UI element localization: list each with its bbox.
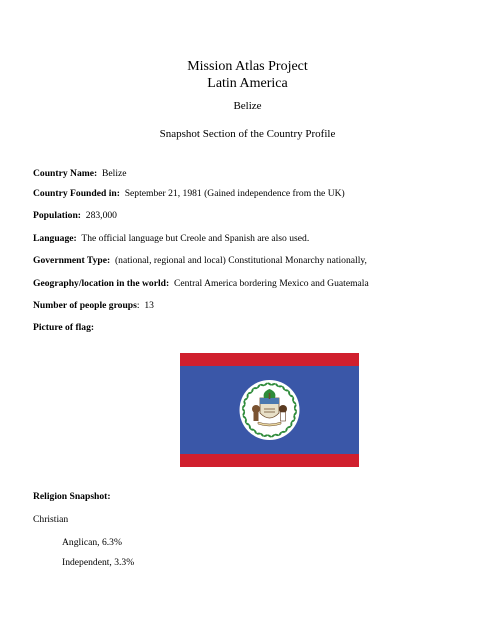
founded-line	[33, 188, 345, 199]
country-name-value: Belize	[102, 168, 127, 179]
geography-value: Central America bordering Mexico and Guatemala	[173, 278, 369, 289]
title-line-2: Latin America	[207, 76, 288, 91]
religion-item: Anglican, 6.3%	[62, 537, 122, 548]
government-line	[33, 255, 367, 266]
flag-label-line	[33, 322, 94, 333]
government-value: (national, regional and local) Constitutional Monarchy nationally,	[114, 255, 367, 266]
flag-label: Picture of flag:	[33, 322, 95, 333]
language-label: Language:	[33, 233, 77, 244]
language-value: The official language but Creole and Spanish are also used.	[81, 233, 310, 244]
country-name-line	[33, 168, 127, 179]
religion-heading: Religion Snapshot:	[33, 491, 111, 502]
government-label: Government Type:	[33, 255, 111, 266]
title-line-1: Mission Atlas Project	[187, 59, 308, 74]
founded-label: Country Founded in:	[33, 188, 120, 199]
geography-line	[33, 278, 369, 289]
founded-value: September 21, 1981 (Gained independence from the UK)	[124, 188, 345, 199]
people-groups-value: 13	[144, 300, 154, 311]
flag-top-red-stripe	[180, 353, 359, 366]
population-line	[33, 210, 117, 221]
religion-heading-line	[33, 491, 111, 502]
religion-item: Independent, 3.3%	[62, 557, 135, 568]
population-label: Population:	[33, 210, 81, 221]
country-name-label: Country Name:	[33, 168, 98, 179]
country-heading: Belize	[233, 100, 262, 112]
people-groups-label: Number of people groups	[33, 300, 137, 311]
people-groups-line: Number of people groups: 13	[33, 300, 154, 311]
document-title	[0, 58, 495, 92]
language-line	[33, 233, 309, 244]
section-heading: Snapshot Section of the Country Profile	[159, 128, 336, 140]
belize-flag-image	[180, 353, 359, 467]
geography-label: Geography/location in the world:	[33, 278, 170, 289]
population-value: 283,000	[85, 210, 117, 221]
flag-bottom-red-stripe	[180, 454, 359, 467]
religion-group: Christian	[33, 514, 69, 525]
